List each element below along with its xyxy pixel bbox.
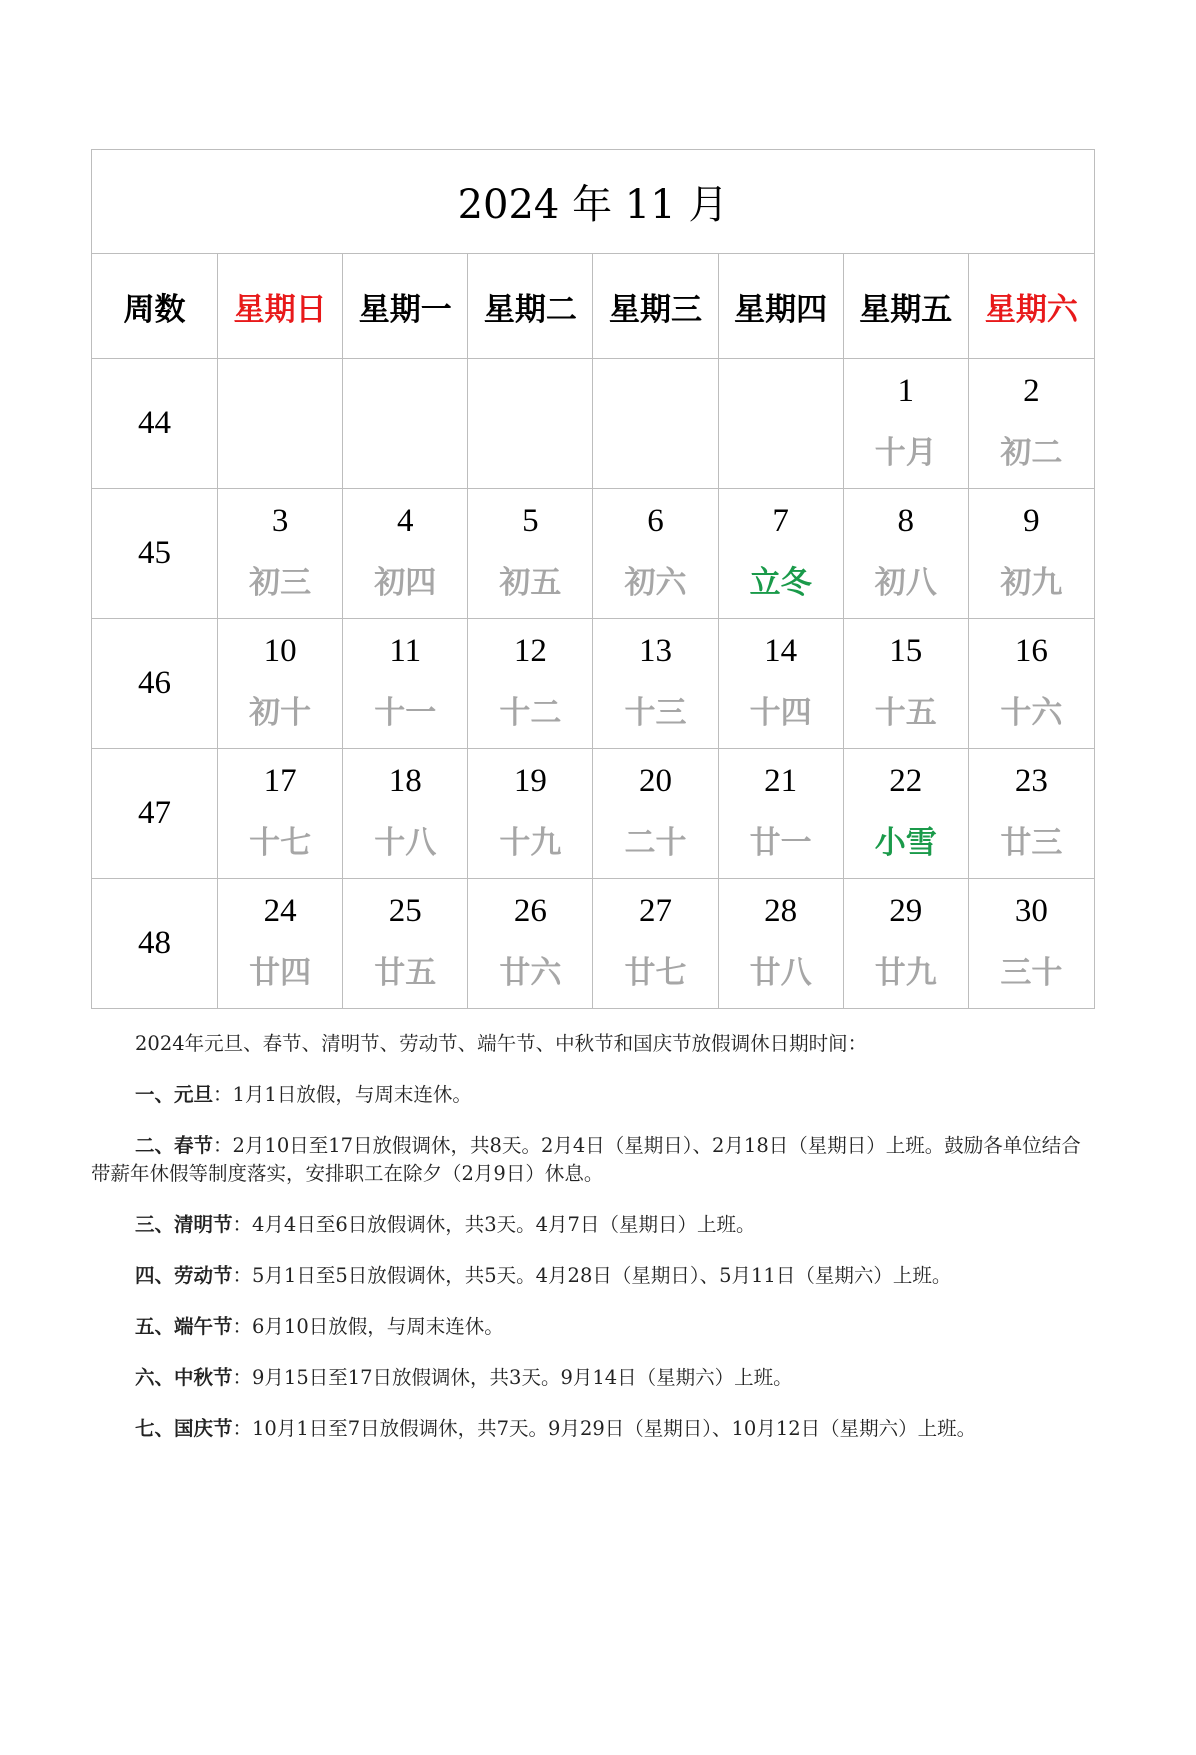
lunar-date: 廿五 bbox=[374, 954, 437, 991]
holiday-note bbox=[91, 1415, 1095, 1443]
day-cell bbox=[468, 879, 593, 1009]
lunar-date: 十七 bbox=[249, 824, 312, 861]
day-number: 7 bbox=[772, 502, 789, 539]
day-number: 30 bbox=[1014, 892, 1048, 929]
holiday-note bbox=[91, 1262, 1095, 1290]
day-number: 26 bbox=[513, 892, 547, 929]
holiday-detail: ：10月1日至7日放假调休，共7天。9月29日（星期日）、10月12日（星期六）上班。 bbox=[232, 1417, 977, 1440]
day-number: 16 bbox=[1014, 632, 1048, 669]
day-number: 27 bbox=[638, 892, 672, 929]
day-cell bbox=[593, 619, 718, 749]
lunar-date: 十月 bbox=[874, 434, 937, 471]
day-cell bbox=[968, 359, 1094, 489]
day-number: 29 bbox=[889, 892, 923, 929]
lunar-date: 十二 bbox=[499, 694, 562, 731]
lunar-date: 初六 bbox=[624, 564, 687, 601]
day-number: 20 bbox=[638, 762, 672, 799]
day-cell bbox=[843, 359, 968, 489]
day-number: 28 bbox=[764, 892, 798, 929]
day-number: 22 bbox=[889, 762, 923, 799]
day-number: 9 bbox=[1023, 502, 1040, 539]
weekday-wednesday: 星期三 bbox=[593, 254, 718, 359]
holiday-name: 一、元旦 bbox=[135, 1083, 214, 1106]
weekday-thursday: 星期四 bbox=[718, 254, 843, 359]
lunar-date: 廿六 bbox=[499, 954, 562, 991]
day-cell bbox=[468, 619, 593, 749]
lunar-date: 初四 bbox=[374, 564, 437, 601]
holiday-note bbox=[91, 1132, 1095, 1188]
notes-list bbox=[91, 1081, 1095, 1443]
lunar-date: 初二 bbox=[1000, 434, 1063, 471]
lunar-date: 十五 bbox=[874, 694, 937, 731]
week-row bbox=[92, 489, 1095, 619]
weekday-tuesday: 星期二 bbox=[468, 254, 593, 359]
day-cell bbox=[593, 879, 718, 1009]
lunar-date: 十一 bbox=[374, 694, 437, 731]
lunar-date: 廿九 bbox=[874, 954, 937, 991]
day-cell bbox=[718, 489, 843, 619]
holiday-name: 二、春节 bbox=[135, 1134, 214, 1157]
holiday-name: 七、国庆节 bbox=[135, 1417, 233, 1440]
notes-intro: 2024年元旦、春节、清明节、劳动节、端午节、中秋节和国庆节放假调休日期时间： bbox=[135, 1032, 868, 1055]
weekday-header-row bbox=[92, 254, 1095, 359]
day-number: 3 bbox=[271, 502, 289, 539]
lunar-date: 十四 bbox=[749, 694, 812, 731]
weekday-friday: 星期五 bbox=[843, 254, 968, 359]
day-number: 10 bbox=[263, 632, 297, 669]
holiday-note bbox=[91, 1364, 1095, 1392]
day-cell bbox=[218, 489, 343, 619]
holiday-notes bbox=[91, 1030, 1095, 1466]
lunar-date: 廿一 bbox=[749, 824, 812, 861]
calendar-weeks bbox=[92, 359, 1095, 1009]
day-number: 4 bbox=[397, 502, 414, 539]
lunar-date: 十九 bbox=[499, 824, 562, 861]
day-number: 2 bbox=[1023, 372, 1040, 409]
calendar-table bbox=[91, 149, 1095, 1009]
lunar-date: 廿七 bbox=[624, 954, 687, 991]
day-number: 5 bbox=[522, 502, 539, 539]
holiday-detail: ：9月15日至17日放假调休，共3天。9月14日（星期六）上班。 bbox=[232, 1366, 793, 1389]
day-number: 1 bbox=[897, 372, 914, 409]
day-cell bbox=[718, 619, 843, 749]
day-number: 11 bbox=[389, 632, 422, 669]
lunar-date: 三十 bbox=[1000, 954, 1063, 991]
day-cell bbox=[718, 879, 843, 1009]
day-number: 18 bbox=[388, 762, 422, 799]
week-number-header: 周数 bbox=[92, 254, 218, 359]
holiday-detail: ：4月4日至6日放假调休，共3天。4月7日（星期日）上班。 bbox=[232, 1213, 756, 1236]
day-cell bbox=[468, 749, 593, 879]
day-cell bbox=[843, 749, 968, 879]
lunar-date: 十八 bbox=[374, 824, 437, 861]
day-number: 15 bbox=[889, 632, 923, 669]
day-number: 13 bbox=[638, 632, 672, 669]
day-cell bbox=[843, 619, 968, 749]
holiday-detail: ：2月10日至17日放假调休，共8天。2月4日（星期日）、2月18日（星期日）上班。鼓励各单位结合带薪年休假等制度落实，安排职工在除夕（2月9日）休息。 bbox=[91, 1134, 1081, 1185]
holiday-name: 四、劳动节 bbox=[135, 1264, 233, 1287]
day-number: 8 bbox=[897, 502, 914, 539]
weekday-sunday: 星期日 bbox=[218, 254, 343, 359]
day-number: 25 bbox=[388, 892, 422, 929]
weekday-monday: 星期一 bbox=[343, 254, 468, 359]
day-cell bbox=[468, 489, 593, 619]
day-cell bbox=[593, 749, 718, 879]
day-cell bbox=[843, 489, 968, 619]
weekday-saturday: 星期六 bbox=[968, 254, 1094, 359]
week-number: 47 bbox=[92, 749, 218, 879]
solar-term-label: 立冬 bbox=[749, 564, 812, 601]
day-cell bbox=[343, 749, 468, 879]
week-number: 46 bbox=[92, 619, 218, 749]
holiday-note bbox=[91, 1211, 1095, 1239]
holiday-name: 三、清明节 bbox=[135, 1213, 233, 1236]
week-number: 45 bbox=[92, 489, 218, 619]
day-number: 21 bbox=[764, 762, 798, 799]
day-cell bbox=[343, 879, 468, 1009]
day-cell bbox=[343, 359, 468, 489]
week-row bbox=[92, 749, 1095, 879]
day-number: 19 bbox=[513, 762, 547, 799]
lunar-date: 廿八 bbox=[749, 954, 812, 991]
week-row bbox=[92, 359, 1095, 489]
day-number: 17 bbox=[263, 762, 297, 799]
calendar-title: 2024 年 11 月 bbox=[92, 150, 1095, 254]
holiday-name: 五、端午节 bbox=[135, 1315, 233, 1338]
day-cell bbox=[593, 359, 718, 489]
holiday-detail: ：5月1日至5日放假调休，共5天。4月28日（星期日）、5月11日（星期六）上班。 bbox=[232, 1264, 952, 1287]
day-number: 12 bbox=[513, 632, 547, 669]
day-cell bbox=[343, 619, 468, 749]
week-row bbox=[92, 619, 1095, 749]
holiday-name: 六、中秋节 bbox=[135, 1366, 233, 1389]
lunar-date: 十六 bbox=[1000, 694, 1063, 731]
day-cell bbox=[218, 619, 343, 749]
lunar-date: 廿四 bbox=[249, 954, 312, 991]
lunar-date: 初三 bbox=[249, 564, 312, 601]
week-number: 48 bbox=[92, 879, 218, 1009]
day-cell bbox=[968, 879, 1094, 1009]
day-cell bbox=[343, 489, 468, 619]
day-number: 6 bbox=[647, 502, 664, 539]
lunar-date: 二十 bbox=[624, 824, 687, 861]
lunar-date: 初十 bbox=[249, 694, 312, 731]
week-number: 44 bbox=[92, 359, 218, 489]
holiday-note bbox=[91, 1081, 1095, 1109]
day-cell bbox=[718, 749, 843, 879]
day-number: 14 bbox=[764, 632, 798, 669]
lunar-date: 廿三 bbox=[1000, 824, 1063, 861]
day-cell bbox=[968, 619, 1094, 749]
lunar-date: 十三 bbox=[624, 694, 687, 731]
day-cell bbox=[843, 879, 968, 1009]
day-number: 24 bbox=[263, 892, 297, 929]
day-cell bbox=[968, 489, 1094, 619]
lunar-date: 初九 bbox=[1000, 564, 1063, 601]
day-cell bbox=[218, 879, 343, 1009]
day-cell bbox=[468, 359, 593, 489]
day-cell bbox=[968, 749, 1094, 879]
day-cell bbox=[593, 489, 718, 619]
day-number: 23 bbox=[1014, 762, 1048, 799]
lunar-date: 初八 bbox=[874, 564, 937, 601]
solar-term-label: 小雪 bbox=[874, 824, 937, 861]
holiday-detail: ：1月1日放假，与周末连休。 bbox=[213, 1083, 472, 1106]
day-cell bbox=[218, 359, 343, 489]
day-cell bbox=[718, 359, 843, 489]
lunar-date: 初五 bbox=[499, 564, 562, 601]
holiday-detail: ：6月10日放假，与周末连休。 bbox=[232, 1315, 504, 1338]
week-row bbox=[92, 879, 1095, 1009]
holiday-note bbox=[91, 1313, 1095, 1341]
day-cell bbox=[218, 749, 343, 879]
